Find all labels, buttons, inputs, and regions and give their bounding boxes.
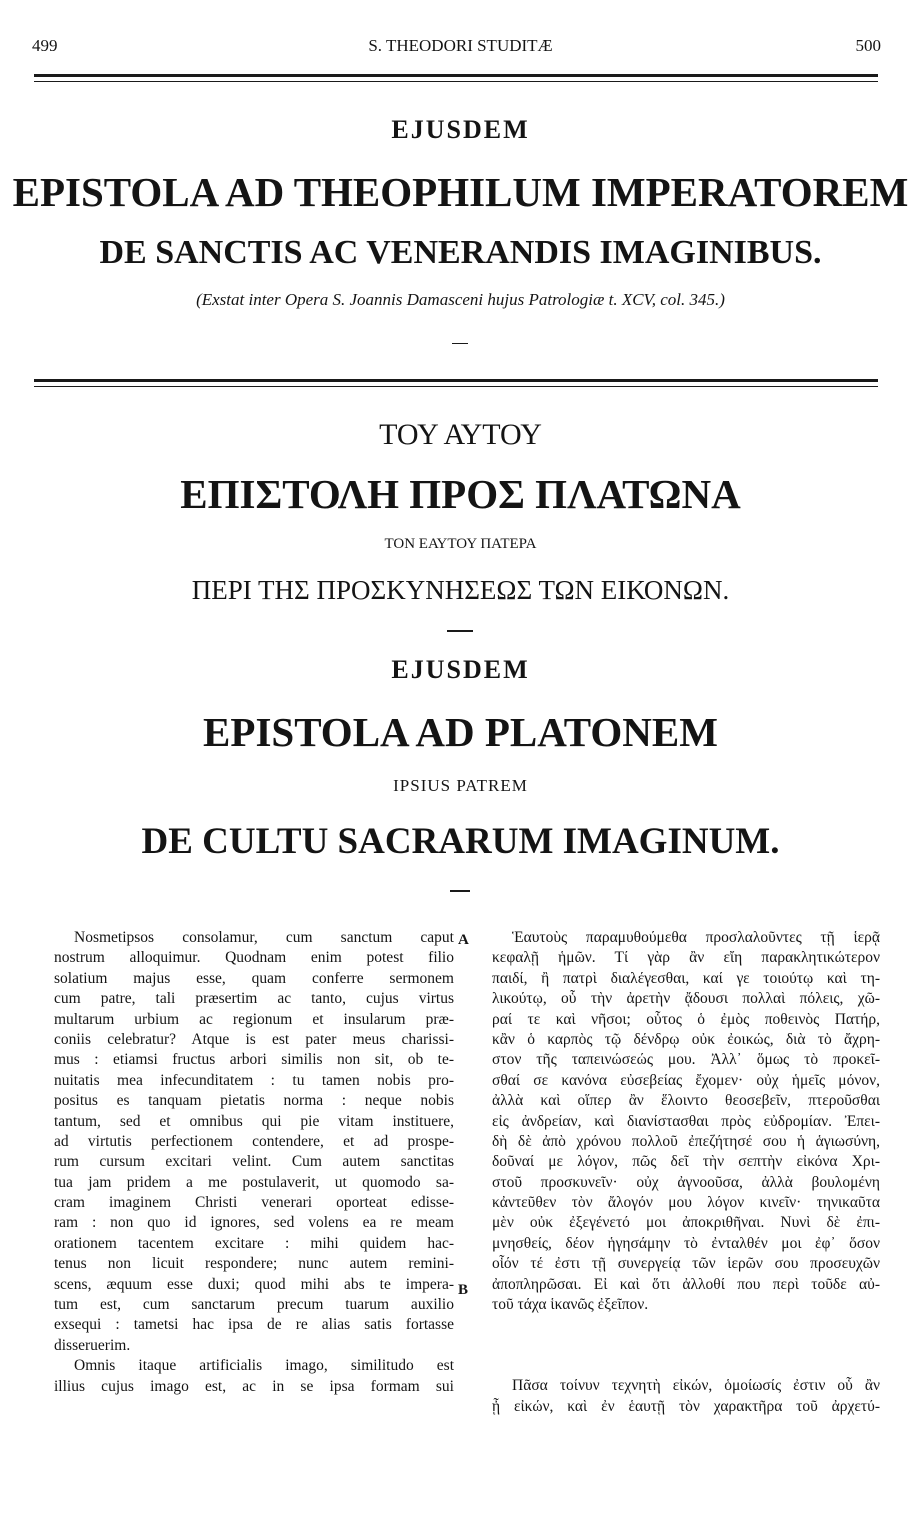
- latin-title-ejusdem: EJUSDEM: [391, 115, 530, 144]
- text-line: ραί τε καὶ νῆσοι; οὗτος ὁ ἐμὸς ποθεινὸς Πατήρ,: [492, 1010, 880, 1028]
- page-number-left: 499: [32, 36, 58, 55]
- text-line: Nosmetipsos consolamur, cum sanctum caput: [74, 929, 454, 946]
- latin-title-epistola-theophilum: EPISTOLA AD THEOPHILUM IMPERATOREM: [12, 169, 909, 215]
- greek-title-pater: ΤΟΝ ΕΑΥΤΟΥ ΠΑΤΕΡΑ: [384, 536, 537, 552]
- text-line: cum patre, tali præsertim ac tanto, cujus virtus: [54, 990, 454, 1008]
- running-title: S. THEODORI STUDITÆ: [368, 36, 553, 55]
- text-line: λικούτῳ, οὗ τὴν ἀρετὴν ᾄδουσι πολλαὶ πόλεις, χῶ-: [492, 990, 880, 1008]
- text-line: κἀντεῦθεν τὸν ἄλογόν μου λόγον κινεῖν· τηνικαῦτα: [492, 1194, 880, 1212]
- section-rule-thin: [34, 386, 878, 387]
- header-rule-thin: [34, 81, 878, 82]
- text-line: tum est, cum sanctarum precum tuarum auxilio: [54, 1296, 454, 1314]
- text-line: nostrum alloquimur. Quodnam enim potest filio: [54, 949, 454, 967]
- greek-title-epistole: ΕΠΙΣΤΟΛΗ ΠΡΟΣ ΠΛΑΤΩΝΑ: [180, 471, 741, 517]
- text-line: tantum, sed et omnibus qui pie vitam instituere,: [54, 1112, 454, 1130]
- text-line: παιδί, ἢ πατρὶ διαλέγεσθαι, καί γε τοιούτῳ καὶ τη-: [492, 969, 880, 987]
- latin-title2-ipsius: IPSIUS PATREM: [393, 776, 528, 795]
- text-line: εἰς ἀνδρείαν, καὶ διανίστασθαι πρὸς εὐδρομίαν. Ἐπει-: [492, 1112, 880, 1130]
- section-rule-thick: [34, 379, 878, 382]
- text-line: στον τῆς ταπεινώσεώς μου. Ἀλλ᾽ ὅμως τὸ προκεῖ-: [492, 1051, 880, 1069]
- latin-title-de-sanctis: DE SANCTIS AC VENERANDIS IMAGINIBUS.: [99, 234, 822, 271]
- header-rule-thick: [34, 74, 878, 77]
- text-line: κεφαλῇ ἡμῶν. Τί γὰρ ἂν εἴη παρακλητικώτερον: [492, 949, 880, 967]
- text-line: tenus non licuit respondere; nunc autem remini-: [54, 1255, 454, 1273]
- text-line: δοῦναί με λόγον, πῶς δεῖ τὴν σεπτὴν εἰκόνα Χρι-: [492, 1153, 880, 1171]
- text-line: rum cursum excitari velint. Cum autem sanctitas: [54, 1153, 454, 1171]
- text-line: Omnis itaque artificialis imago, similitudo est: [74, 1357, 454, 1375]
- text-line: δὴ δὲ ἀπὸ χρόνου πολλοῦ ἐπεζήτησέ σου ἡ ἁγιωσύνη,: [492, 1132, 880, 1150]
- text-line: exsequi : tametsi hac ipsa de re alias satis fortasse: [54, 1316, 454, 1334]
- text-line: σθαί σε κανόνα εὐσεβείας ἔχομεν· οὐχ ἡμεῖς μόνον,: [492, 1071, 880, 1089]
- source-note: (Exstat inter Opera S. Joannis Damasceni hujus Patrologiæ t. XCV, col. 345.): [196, 290, 725, 309]
- text-line: coniis celebratur? Atque is est pater meus charissi-: [54, 1030, 454, 1048]
- greek-title-tou-autou: ΤΟΥ ΑΥΤΟΥ: [379, 418, 542, 451]
- margin-marker-a: A: [458, 932, 469, 948]
- text-line: τοῦ τάχα ἱκανῶς ἐξεῖπον.: [492, 1296, 649, 1314]
- text-line: οἷόν τέ ἐστι τῇ συνεργείᾳ τῶν ἱερῶν σου προσευχῶν: [492, 1255, 880, 1273]
- paragraph-gap: [492, 1315, 880, 1376]
- text-line: ἀποπληρῶσαι. Εἰ καὶ ὅτι ἀλλοθί που περὶ τοῦδε αὐ-: [492, 1275, 880, 1293]
- text-line: illius cujus imago est, ac in se ipsa formam sui: [54, 1377, 454, 1395]
- text-line: ram : non quo id ignores, sed volens ea re meam: [54, 1214, 454, 1232]
- separator-dash: [452, 343, 468, 344]
- text-line: mus : etiamsi fructus arbori similis non sit, ob te-: [54, 1051, 454, 1069]
- margin-marker-b: B: [458, 1282, 469, 1298]
- text-line: στοῦ προσκυνεῖν· οὐχ ἀγνοοῦσα, ἀλλὰ βουλομένη: [492, 1173, 880, 1191]
- separator-dash-3: [450, 890, 470, 892]
- text-line: Πᾶσα τοίνυν τεχνητὴ εἰκών, ὁμοίωσίς ἐστιν οὗ ἂν: [512, 1377, 880, 1395]
- text-line: orationem tacentem excitare : mihi quidem hac-: [54, 1234, 454, 1252]
- latin-title2-epistola-platonem: EPISTOLA AD PLATONEM: [203, 709, 718, 755]
- text-line: ἀλλὰ καὶ οἵπερ ἂν ἕλοιντο θεοσεβεῖν, πτεροῦσθαι: [492, 1092, 880, 1110]
- text-line: solatium majus esse, quam conferre sermonem: [54, 969, 454, 987]
- greek-title-peri: ΠΕΡΙ ΤΗΣ ΠΡΟΣΚΥΝΗΣΕΩΣ ΤΩΝ ΕΙΚΟΝΩΝ.: [191, 575, 730, 605]
- text-line: Ἑαυτοὺς παραμυθούμεθα προσλαλοῦντες τῇ ἱερᾷ: [512, 929, 880, 946]
- text-line: tua jam pridem a me postulaverit, ut quomodo sa-: [54, 1173, 454, 1191]
- text-line: ᾖ εἰκών, καὶ ἐν ἑαυτῇ τὸν χαρακτῆρα τοῦ ἀρχετύ-: [492, 1397, 880, 1415]
- text-line: cram imaginem Christi venerari oporteat edisse-: [54, 1194, 454, 1212]
- text-line: μνησθείς, δέον ἡγησάμην τὸ ἐνταλθέν μοι ἐφ᾽ ὅσον: [492, 1234, 880, 1252]
- text-line: κἂν ὁ καρπὸς τῷ δένδρῳ οὐκ ἐοικώς, διὰ τὸ ἄχρη-: [492, 1030, 880, 1048]
- text-line: μὲν οὐκ ἐξεγένετό μοι ἀποκριθῆναι. Νυνὶ δὲ ἐπι-: [492, 1214, 880, 1232]
- latin-title2-de-cultu: DE CULTU SACRARUM IMAGINUM.: [141, 821, 780, 862]
- latin-text-column: [54, 928, 454, 1397]
- separator-dash-2: [447, 630, 473, 632]
- text-line: disseruerim.: [54, 1336, 131, 1354]
- text-line: scens, æquum esse duxi; quod mihi abs te impera-: [54, 1275, 454, 1293]
- text-line: nuitatis mea infecunditatem : tu tamen nobis pro-: [54, 1071, 454, 1089]
- page-number-right: 500: [855, 36, 881, 55]
- latin-title2-ejusdem: EJUSDEM: [391, 655, 530, 684]
- text-line: positus es tanquam pietatis norma : neque nobis: [54, 1092, 454, 1110]
- greek-text-column: [492, 928, 880, 1417]
- text-line: multarum urbium ac regionum et insularum præ-: [54, 1010, 454, 1028]
- text-line: ad virtutis perfectionem contendere, et ad prospe-: [54, 1132, 454, 1150]
